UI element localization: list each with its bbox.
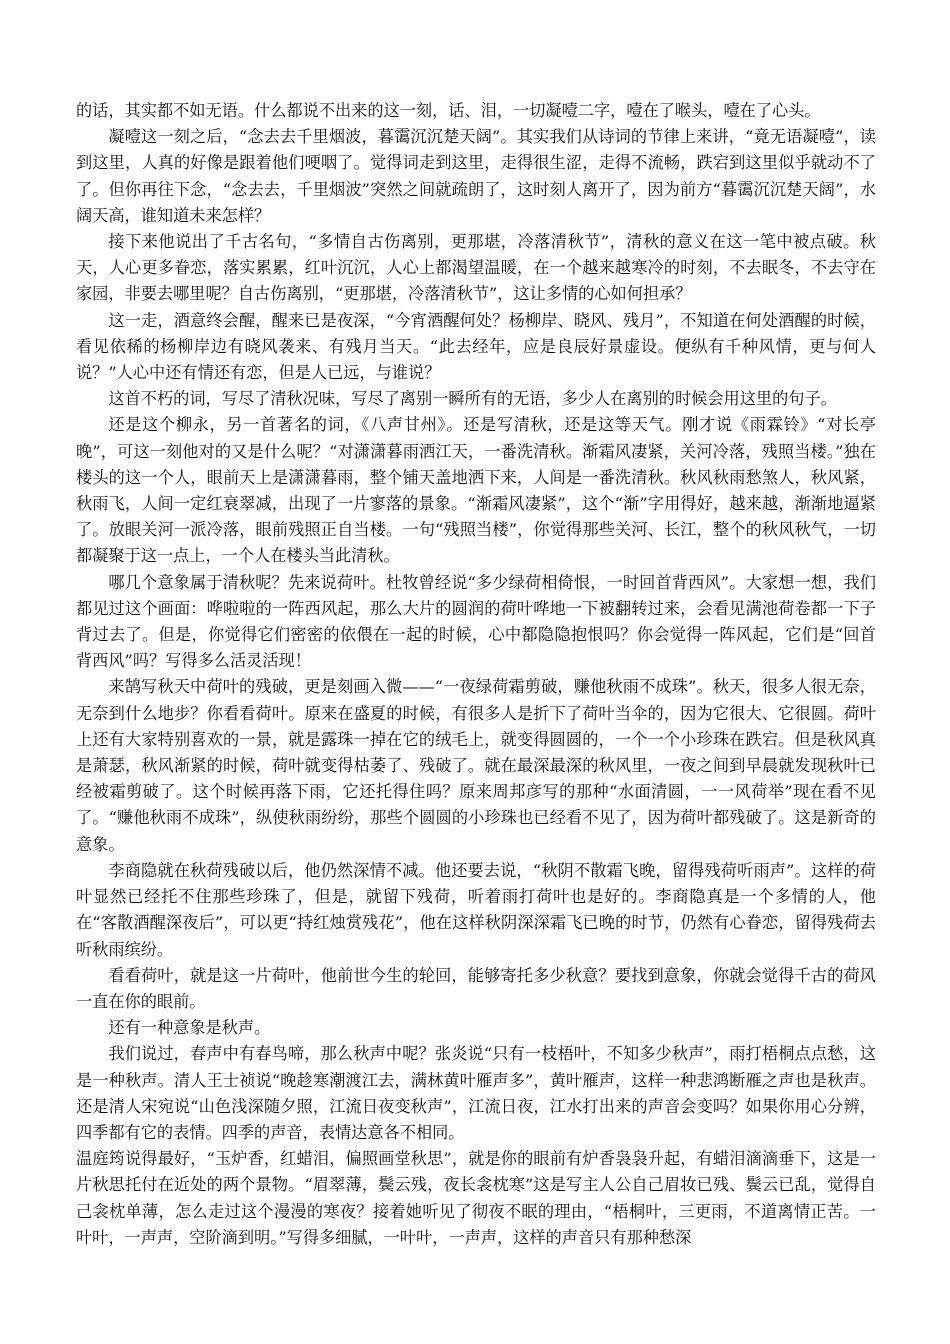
paragraph: 我们说过，春声中有春鸟啼，那么秋声中呢？张炎说“只有一枝梧叶，不知多少秋声”，雨打梧桐点点愁，这是一种秋声。清人王士祯说“晚趁寒潮渡江去，满林黄叶雁声多”，黄叶雁声，这样一种悲鸿断雁之声也是秋声。还是清人宋宛说“山色浅深随夕照，江流日夜变秋声”，江流日夜，江水打出来的声音会变吗？如果你用心分辨，四季都有它的表情。四季的声音，表情达意各不相同。 xyxy=(76,1044,876,1142)
paragraph: 李商隐就在秋荷残破以后，他仍然深情不减。他还要去说，“秋阴不散霜飞晚，留得残荷听雨声”。这样的荷叶显然已经托不住那些珍珠了，但是，就留下残荷，听着雨打荷叶也是好的。李商隐真是一个多情的人，他在“客散酒醒深夜后”，可以更“持红烛赏残花”，他在这样秋阴深深霜飞已晚的时节，仍然有心眷恋，留得残荷去听秋雨缤纷。 xyxy=(76,860,876,959)
paragraph: 还有一种意象是秋声。 xyxy=(108,1018,271,1038)
paragraph: 凝噎这一刻之后，“念去去千里烟波，暮霭沉沉楚天阔”。其实我们从诗词的节律上来讲，“竟无语凝噎”，读到这里，人真的好像是跟着他们哽咽了。觉得词走到这里，走得很生涩，走得不流畅，跌宕到这里似乎就动不了了。但你再往下念，“念去去，千里烟波”突然之间就疏朗了，这时刻人离开了，因为前方“暮霭沉沉楚天阔”，水阔天高，谁知道未来怎样？ xyxy=(76,127,876,225)
paragraph: 这首不朽的词，写尽了清秋况味，写尽了离别一瞬所有的无语，多少人在离别的时候会用这里的句子。 xyxy=(108,389,837,409)
paragraph: 的话，其实都不如无语。什么都说不出来的这一刻，话、泪，一切凝噎二字，噎在了喉头，噎在了心头。 xyxy=(76,101,821,120)
paragraph: 来鹄写秋天中荷叶的残破，更是刻画入微——“一夜绿荷霜剪破，赚他秋雨不成珠”。秋天，很多人很无奈，无奈到什么地步？你看看荷叶。原来在盛夏的时候，有很多人是折下了荷叶当伞的，因为它很大、它很圆。荷叶上还有大家特别喜欢的一景，就是露珠一掉在它的绒毛上，就变得圆圆的，一个一个小珍珠在跌宕。但是秋风真是萧瑟，秋风渐紧的时候，荷叶就变得枯萎了、残破了。就在最深最深的秋风里，一夜之间到早晨就发现秋叶已经被霜剪破了。这个时候再落下雨，它还托得住吗？原来周邦彦写的那种“水面清圆，一一风荷举”现在看不见了。“赚他秋雨不成珠”，纵使秋雨纷纷，那些个圆圆的小珍珠也已经看不见了，因为荷叶都残破了。这是新奇的意象。 xyxy=(76,677,876,854)
paragraph: 接下来他说出了千古名句，“多情自古伤离别，更那堪，冷落清秋节”，清秋的意义在这一笔中被点破。秋天，人心更多眷恋，落实累累，红叶沉沉，人心上都渴望温暖，在一个越来越寒冷的时刻，不去眠冬，不去守在家园，非要去哪里呢？自古伤离别，“更那堪，冷落清秋节”，这让多情的心如何担承？ xyxy=(76,232,876,304)
document-body xyxy=(76,98,876,1251)
paragraph: 这一走，酒意终会醒，醒来已是夜深，“今宵酒醒何处？杨柳岸、晓风、残月”，不知道在何处酒醒的时候，看见依稀的杨柳岸边有晓风袭来、有残月当天。“此去经年，应是良辰好景虚设。便纵有千种风情，更与何人说？”人心中还有情还有恋，但是人已远，与谁说？ xyxy=(76,310,876,383)
paragraph: 还是这个柳永，另一首著名的词，《八声甘州》。还是写清秋，还是这等天气。刚才说《雨霖铃》“对长亭晚”，可这一刻他对的又是什么呢？“对潇潇暮雨洒江天，一番洗清秋。渐霜风凄紧，关河冷落，残照当楼。”独在楼头的这一个人，眼前天上是潇潇暮雨，整个铺天盖地洒下来，人间是一番洗清秋。秋风秋雨愁煞人，秋风紧，秋雨飞，人间一定红衰翠减，出现了一片寥落的景象。“渐霜风凄紧”，这个“渐”字用得好，越来越，渐渐地逼紧了。放眼关河一派冷落，眼前残照正自当楼。一句“残照当楼”，你觉得那些关河、长江，整个的秋风秋气，一切都凝聚于这一点上，一个人在楼头当此清秋。 xyxy=(76,415,876,566)
paragraph: 温庭筠说得最好，“玉炉香，红蜡泪，偏照画堂秋思”，就是你的眼前有炉香袅袅升起，有蜡泪滴滴垂下，这是一片秋思托付在近处的两个景物。“眉翠薄，鬓云残，夜长衾枕寒”这是写主人公自己眉妆已残、鬓云已乱，觉得自己衾枕单薄，怎么走过这个漫漫的寒夜？接着她听见了彻夜不眠的理由，“梧桐叶，三更雨，不道离情正苦。一叶叶，一声声，空阶滴到明。”写得多细腻，一叶叶，一声声，这样的声音只有那种愁深 xyxy=(76,1149,876,1247)
paragraph: 看看荷叶，就是这一片荷叶，他前世今生的轮回，能够寄托多少秋意？要找到意象，你就会觉得千古的荷风一直在你的眼前。 xyxy=(76,965,876,1011)
paragraph: 哪几个意象属于清秋呢？先来说荷叶。杜牧曾经说“多少绿荷相倚恨，一时回首背西风”。大家想一想，我们都见过这个画面：哗啦啦的一阵西风起，那么大片的圆润的荷叶哗地一下被翻转过来，会看见满池荷卷都一下子背过去了。但是，你觉得它们密密的依偎在一起的时候，心中都隐隐抱恨吗？你会觉得一阵风起，它们是“回首背西风”吗？写得多么活灵活现！ xyxy=(76,572,876,671)
